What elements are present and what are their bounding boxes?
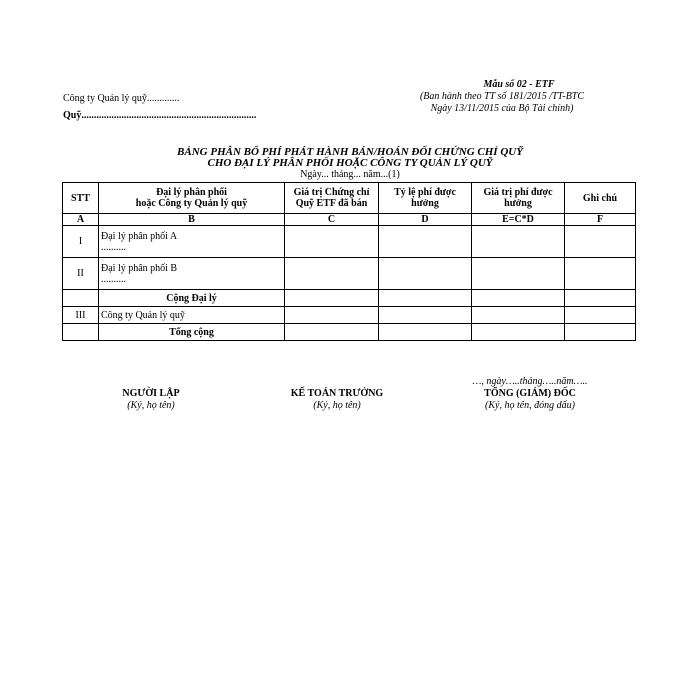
accountant-title: KẾ TOÁN TRƯỞNG bbox=[290, 388, 384, 399]
form-code: Mẫu số 02 - ETF bbox=[483, 79, 555, 90]
column-letter: E=C*D bbox=[472, 214, 565, 226]
issued-date-line: Ngày 13/11/2015 của Bộ Tài chính) bbox=[430, 103, 574, 114]
report-date-line: Ngày... tháng... năm...(1) bbox=[300, 169, 400, 180]
empty-cell bbox=[379, 258, 472, 290]
header-fee-value-line2: hưởng bbox=[504, 198, 532, 209]
header-fee-rate bbox=[379, 183, 472, 214]
row-agent-name: Đại lý phân phối B bbox=[101, 262, 178, 274]
empty-cell bbox=[379, 307, 472, 324]
empty-cell bbox=[379, 290, 472, 307]
column-letter: B bbox=[99, 214, 285, 226]
fund-label: Quỹ...................................................................... bbox=[63, 110, 257, 121]
column-letter: A bbox=[63, 214, 99, 226]
header-fee-value-line1: Giá trị phí được bbox=[483, 187, 553, 198]
preparer-signature-block bbox=[86, 388, 216, 412]
empty-cell bbox=[565, 324, 636, 341]
row-agent-cell bbox=[99, 226, 285, 258]
accountant-note: (Ký, họ tên) bbox=[313, 400, 361, 411]
empty-cell bbox=[285, 307, 379, 324]
table-header-row bbox=[63, 183, 636, 214]
header-agent-line2: hoặc Công ty Quản lý quỹ bbox=[135, 198, 248, 209]
header-stt: STT bbox=[63, 183, 99, 214]
row-agent-cell bbox=[99, 258, 285, 290]
column-letter-row bbox=[63, 214, 636, 226]
header-sold-value-line2: Quỹ ETF đã bán bbox=[295, 198, 368, 209]
header-agent-line1: Đại lý phân phối bbox=[156, 187, 227, 198]
empty-cell bbox=[565, 258, 636, 290]
fee-allocation-table bbox=[62, 182, 636, 341]
column-letter: D bbox=[379, 214, 472, 226]
empty-cell bbox=[472, 324, 565, 341]
issued-by-line: (Ban hành theo TT số 181/2015 /TT-BTC bbox=[419, 91, 585, 102]
empty-cell bbox=[565, 307, 636, 324]
accountant-signature-block bbox=[270, 388, 404, 412]
column-letter: F bbox=[565, 214, 636, 226]
empty-cell bbox=[472, 307, 565, 324]
empty-cell bbox=[63, 324, 99, 341]
header-sold-value bbox=[285, 183, 379, 214]
preparer-note: (Ký, họ tên) bbox=[127, 400, 175, 411]
empty-cell bbox=[63, 290, 99, 307]
empty-cell bbox=[285, 290, 379, 307]
subtotal-row bbox=[63, 290, 636, 307]
empty-cell bbox=[472, 258, 565, 290]
document-title: BẢNG PHÂN BỔ PHÍ PHÁT HÀNH BÁN/HOÁN ĐỔI CHỨNG CHỈ QUỸ bbox=[177, 146, 523, 158]
director-title: TỔNG (GIÁM) ĐỐC bbox=[484, 388, 576, 399]
document-subtitle: CHO ĐẠI LÝ PHÂN PHỐI HOẶC CÔNG TY QUẢN LÝ QUỸ bbox=[207, 157, 493, 169]
empty-cell bbox=[565, 226, 636, 258]
empty-cell bbox=[285, 226, 379, 258]
header-agent bbox=[99, 183, 285, 214]
header-note: Ghi chú bbox=[565, 183, 636, 214]
total-row bbox=[63, 324, 636, 341]
company-label: Công ty Quản lý quỹ............. bbox=[63, 93, 180, 104]
empty-cell bbox=[472, 290, 565, 307]
table-row bbox=[63, 226, 636, 258]
row-stt: II bbox=[63, 258, 99, 290]
column-letter: C bbox=[285, 214, 379, 226]
table-row bbox=[63, 258, 636, 290]
header-sold-value-line1: Giá trị Chứng chỉ bbox=[293, 187, 370, 198]
table-row bbox=[63, 307, 636, 324]
empty-cell bbox=[472, 226, 565, 258]
empty-cell bbox=[379, 226, 472, 258]
header-fee-rate-line1: Tỷ lệ phí được bbox=[394, 187, 456, 198]
row-stt: I bbox=[63, 226, 99, 258]
row-agent-dots: .......... bbox=[101, 241, 126, 253]
total-label: Tổng cộng bbox=[99, 324, 285, 341]
director-signature-block bbox=[460, 388, 600, 412]
row-agent-dots: .......... bbox=[101, 273, 126, 285]
row-agent-name: Công ty Quản lý quỹ bbox=[99, 307, 285, 324]
subtotal-label: Cộng Đại lý bbox=[99, 290, 285, 307]
preparer-title: NGƯỜI LẬP bbox=[122, 388, 180, 399]
empty-cell bbox=[285, 258, 379, 290]
header-fee-value bbox=[472, 183, 565, 214]
empty-cell bbox=[379, 324, 472, 341]
row-stt: III bbox=[63, 307, 99, 324]
empty-cell bbox=[565, 290, 636, 307]
empty-cell bbox=[285, 324, 379, 341]
director-note: (Ký, họ tên, đóng dấu) bbox=[485, 400, 575, 411]
header-fee-rate-line2: hưởng bbox=[411, 198, 439, 209]
row-agent-name: Đại lý phân phối A bbox=[101, 230, 178, 242]
signature-date-line: …, ngày…..tháng…..năm….. bbox=[472, 376, 588, 387]
